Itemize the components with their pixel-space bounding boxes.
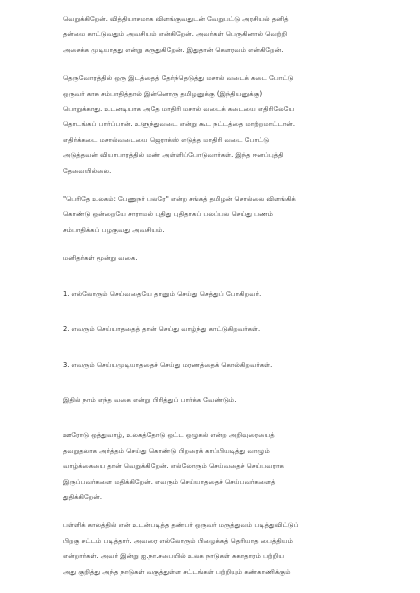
- text-line: 2. எவரும் செய்யாததைத் தான் செய்து வாழ்ந்து காட்டுகிறவர்கள்.: [63, 325, 261, 334]
- paragraph-1: [63, 12, 363, 58]
- paragraph-2: [63, 71, 363, 179]
- paragraph-4: [63, 251, 363, 266]
- paragraph-5: [63, 393, 363, 408]
- text-line: தொடங்கப் பார்ப்பான். உளுந்துவடை என்று கூட நட்டத்தை மாற்றமாட்டான்.: [63, 120, 296, 129]
- text-line: கொண்டு ஒன்றையே சாராமல் புதிது புதிதாகப் பலப்பல செய்து பணம்: [63, 210, 274, 219]
- text-line: தன்மை காட்டுவதும் அவசியம் என்கிறேன். அவர்கள் பெருகினால் வெற்றி: [63, 30, 288, 39]
- text-line: என்றார்கள். அவர் இன்று ஐ.நா.சபையில் உலக நாடுகள் சுகாதாரம் பற்றிய: [63, 552, 285, 561]
- text-line: அது குறித்து அந்த நாடுகள் வகுத்துள்ள சட்டங்கள் பற்றியும் கண்காணிக்கும்: [63, 567, 291, 576]
- text-line: வாழ்க்கையை தான் வெறுக்கிறேன். எல்லோரும் செய்வதைச் செய்பவராக: [63, 462, 284, 471]
- text-line: இருப்பவர்களை மதிக்கிறேன். எவரும் செய்யாததைச் செய்பவர்களைத்: [63, 477, 276, 486]
- text-line: பள்ளிக் காலத்தில் என் உடன்படித்த தண்பர் ஒருவர் மருத்துவம் படித்துவிட்டுப்: [63, 521, 299, 530]
- text-line: தெருவோரத்தில் ஒரு இடத்தைத் தேர்ந்தெடுத்து மசால் வடைக் கடை போட்டு: [63, 74, 294, 83]
- document-page: [63, 12, 363, 593]
- text-line: மனிதர்கள் மூன்று வகை.: [63, 254, 138, 263]
- text-line: அசைக்க முடியாதது என்று கருதுகிறேன். இதுதான் கௌரவம் என்கிறேன்.: [63, 45, 284, 54]
- paragraph-7: [63, 518, 363, 580]
- list-item-1: [63, 287, 363, 302]
- text-line: ஒருவர் காசு சம்பாதித்தால் இன்னொரு தமிழனுக்கு (இந்தியனுக்கு): [63, 89, 263, 98]
- paragraph-3: [63, 192, 363, 238]
- text-line: சம்பாதிக்கப் பழகுவது அவசியம்.: [63, 225, 165, 234]
- text-line: 3. எவரும் செய்யமுடியாததைச் செய்து மரணத்தைக் கொல்கிறவர்கள்.: [63, 360, 273, 369]
- text-line: துதிக்கிறேன்.: [63, 492, 102, 501]
- text-line: ஊரோடு ஒத்துவாழ், உலகத்தோடு ஒட்ட ஒழுகல் என்ற அறிவுரையைத்: [63, 431, 275, 440]
- text-line: எதிர்க்கடை மசால்வடையை ஜெராக்ஸ் எடுத்த மாதிரி வடை போட்டு: [63, 135, 270, 144]
- text-line: "பெரிதே உலகம்: பேணுநர் பலரே" என்ற சங்கத் தமிழன் சொல்லை விளங்கிக்: [63, 195, 296, 204]
- list-item-3: [63, 358, 363, 373]
- text-line: தேவையில்லை.: [63, 166, 112, 175]
- text-line: பொறுக்காது. உடனடியாக அதே மாதிரி மசால் வடைக் கடையை எதிரிலேயே: [63, 105, 295, 114]
- text-line: வெறுக்கிறேன். வித்தியாசமாக விளங்குவதுடன் வேறுபட்டு அரசியல் தனித்: [63, 15, 289, 23]
- text-line: தவறுதலாக அர்த்தம் செய்து கொண்டு பிறரைக் காப்பியடித்து வாழும்: [63, 446, 270, 455]
- text-line: இதில் நாம் எந்த வகை என்று பிரித்துப் பார்க்க வேண்டும்.: [63, 395, 237, 404]
- text-line: 1. எல்லோரும் செய்வதையே தானும் செய்து செத்துப் போகிறவர்.: [63, 289, 262, 298]
- text-line: பிறகு சட்டம் படித்தார். அவரை எல்லோரும் பிழைக்கத் தெரியாத பைத்தியம்: [63, 536, 293, 545]
- list-item-2: [63, 322, 363, 337]
- text-line: அடுத்தவன் வியாபாரத்தில் மண் அள்ளிப்போடுவார்கள். இந்த ஈனப்புத்தி: [63, 151, 284, 160]
- paragraph-6: [63, 428, 363, 505]
